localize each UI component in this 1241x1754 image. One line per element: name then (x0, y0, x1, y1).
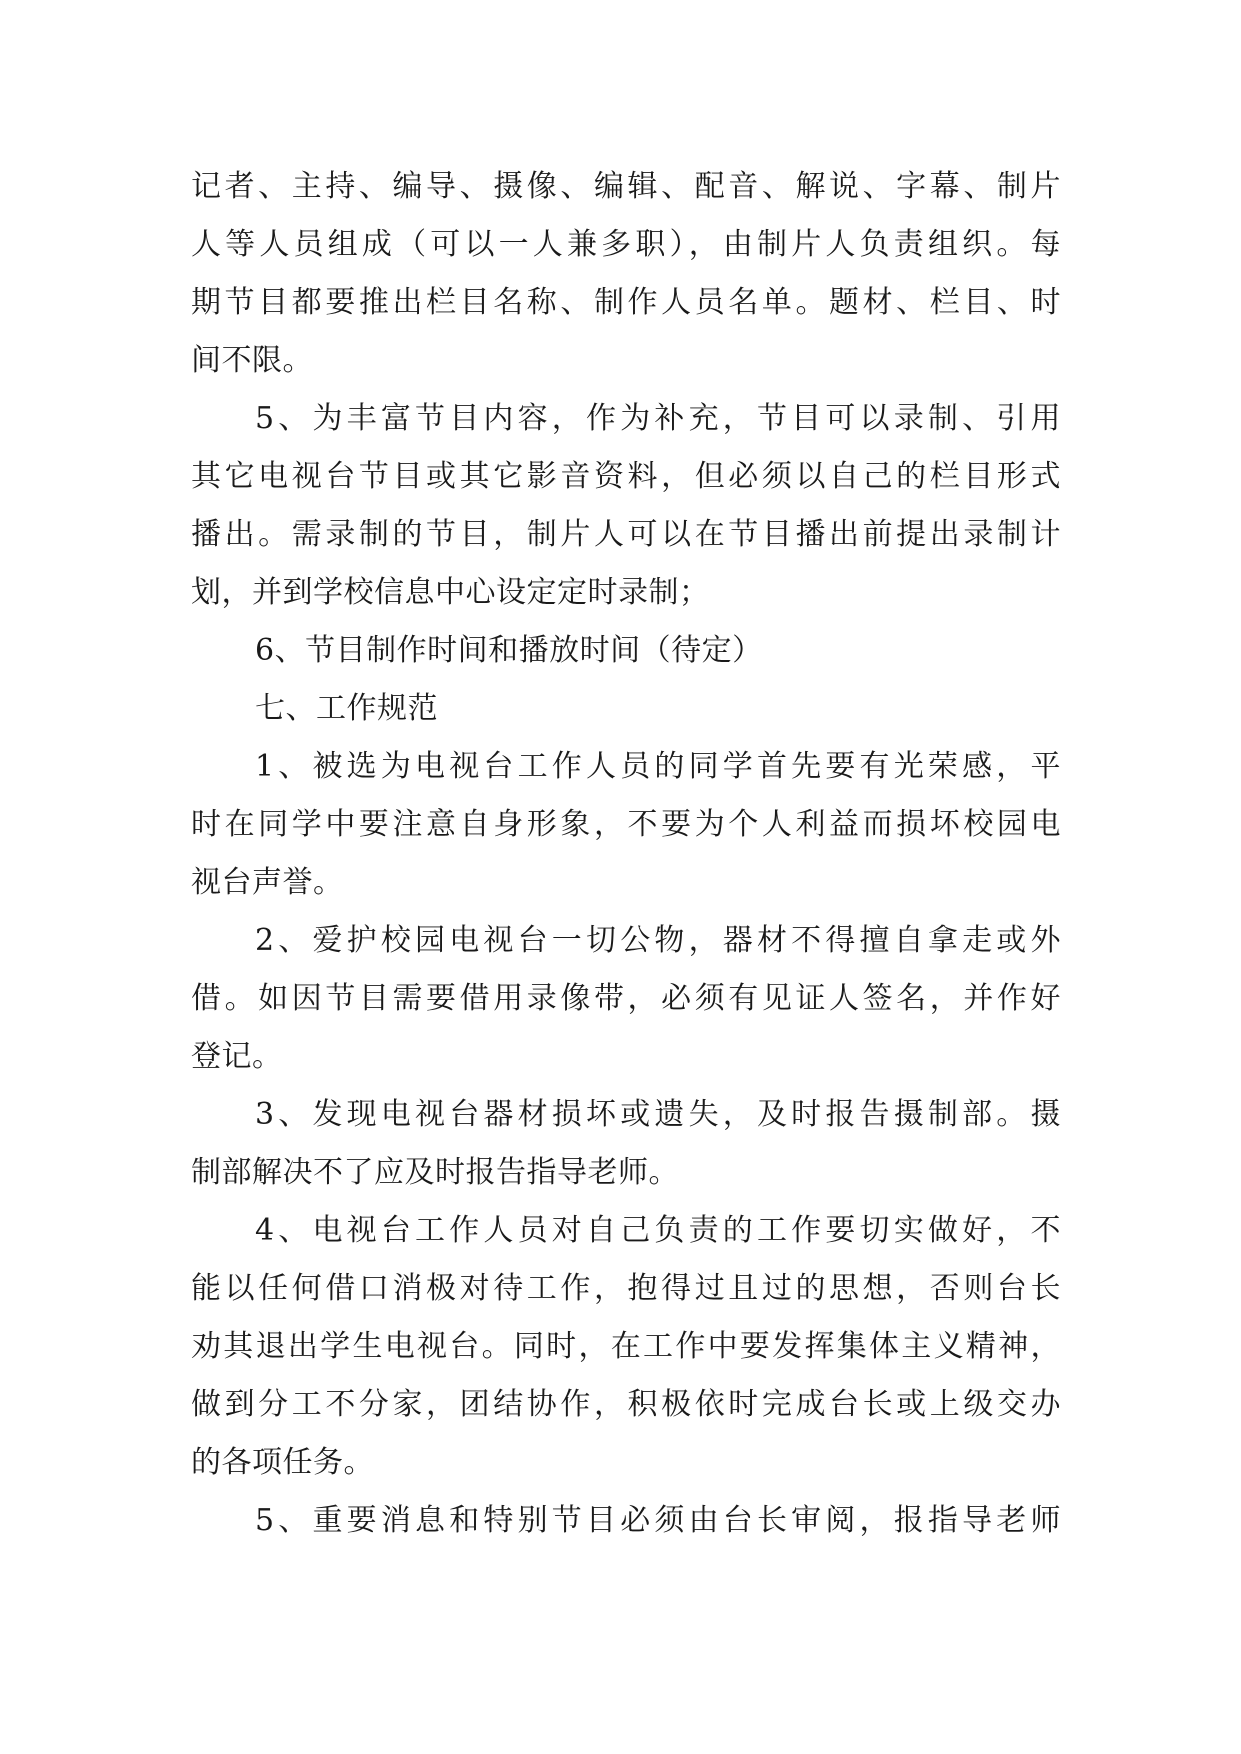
text-line: 其它电视台节目或其它影音资料，但必须以自己的栏目形式 (191, 459, 1061, 494)
text-line: 期节目都要推出栏目名称、制作人员名单。题材、栏目、时 (191, 285, 1061, 320)
paragraph-first-line: 6、节目制作时间和播放时间（待定） (255, 633, 763, 668)
text-line: 记者、主持、编导、摄像、编辑、配音、解说、字幕、制片 (191, 169, 1061, 204)
text-line: 借。如因节目需要借用录像带，必须有见证人签名，并作好 (191, 981, 1061, 1016)
text-line: 的各项任务。 (191, 1445, 374, 1480)
paragraph-first-line: 2、爱护校园电视台一切公物，器材不得擅自拿走或外 (255, 923, 1061, 958)
paragraph-first-line: 1、被选为电视台工作人员的同学首先要有光荣感，平 (255, 749, 1061, 784)
paragraph-first-line: 3、发现电视台器材损坏或遗失，及时报告摄制部。摄 (255, 1097, 1061, 1132)
text-line: 播出。需录制的节目，制片人可以在节目播出前提出录制计 (191, 517, 1061, 552)
text-line: 劝其退出学生电视台。同时，在工作中要发挥集体主义精神， (191, 1329, 1061, 1364)
text-line: 间不限。 (191, 343, 313, 378)
text-line: 时在同学中要注意自身形象，不要为个人利益而损坏校园电 (191, 807, 1061, 842)
text-line: 能以任何借口消极对待工作，抱得过且过的思想，否则台长 (191, 1271, 1061, 1306)
text-line: 做到分工不分家，团结协作，积极依时完成台长或上级交办 (191, 1387, 1061, 1422)
body-text (191, 158, 1061, 1550)
text-line: 人等人员组成（可以一人兼多职），由制片人负责组织。每 (191, 227, 1061, 262)
paragraph-first-line: 4、电视台工作人员对自己负责的工作要切实做好，不 (255, 1213, 1061, 1248)
text-line: 视台声誉。 (191, 865, 344, 900)
paragraph-first-line: 5、重要消息和特别节目必须由台长审阅，报指导老师 (255, 1503, 1061, 1538)
text-line: 制部解决不了应及时报告指导老师。 (191, 1155, 679, 1190)
text-line: 划，并到学校信息中心设定定时录制； (191, 575, 710, 610)
paragraph-first-line: 七、工作规范 (255, 691, 438, 726)
text-line: 登记。 (191, 1039, 283, 1074)
paragraph-first-line: 5、为丰富节目内容，作为补充，节目可以录制、引用 (255, 401, 1061, 436)
